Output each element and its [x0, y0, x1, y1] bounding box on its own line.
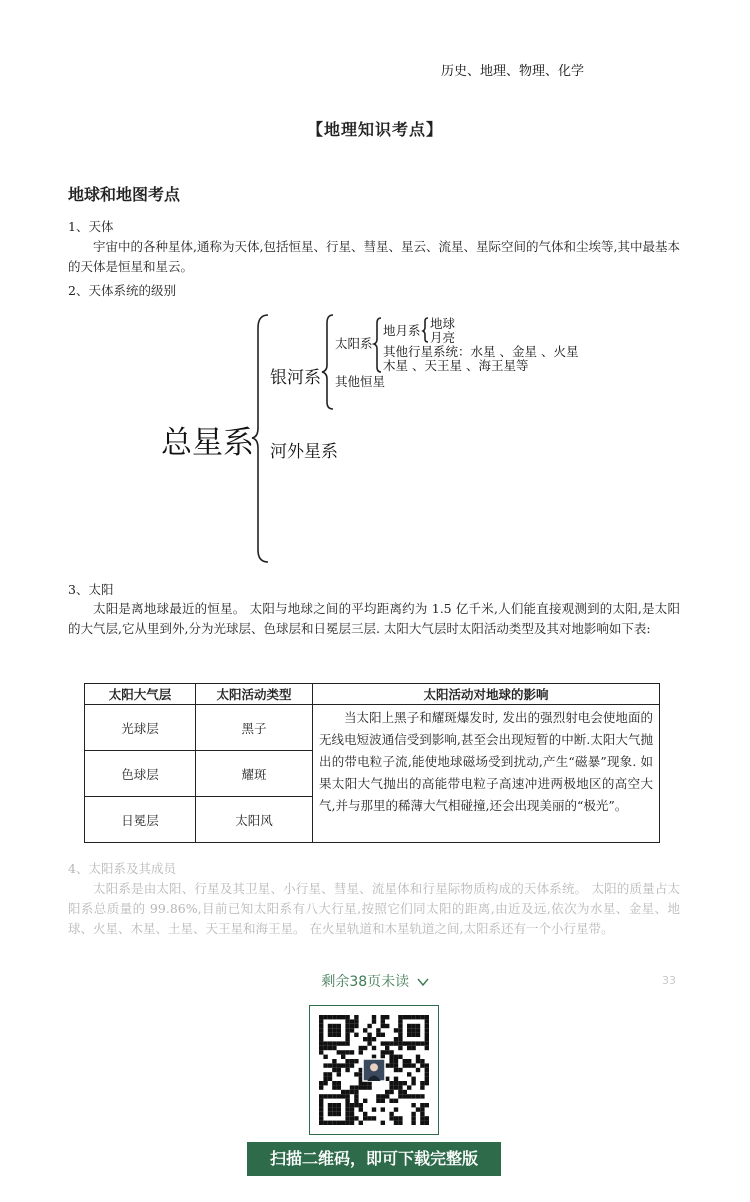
tree-extragalactic: 河外星系	[270, 442, 338, 462]
chevron-down-icon	[417, 977, 429, 987]
table-cell-layer: 日冕层	[85, 797, 196, 843]
download-banner[interactable]: 扫描二维码，即可下载完整版	[247, 1142, 501, 1176]
table-header-activity: 太阳活动类型	[196, 684, 313, 705]
table-cell-activity: 黑子	[196, 705, 313, 751]
tree-milky-way: 银河系	[270, 368, 321, 388]
doc-title: 【地理知识考点】	[306, 120, 443, 139]
tree-root: 总星系	[161, 425, 254, 461]
table-cell-layer: 光球层	[85, 705, 196, 751]
tree-other-stars: 其他恒星	[335, 374, 386, 389]
table-row	[85, 705, 660, 751]
item-4-heading: 4、太阳系及其成员	[68, 861, 176, 876]
section-title: 地球和地图考点	[68, 185, 181, 204]
item-1-heading: 1、天体	[68, 219, 114, 234]
tree-solar-system: 太阳系	[335, 336, 373, 351]
item-3-text: 太阳是离地球最近的恒星。 太阳与地球之间的平均距离约为 1.5 亿千米,人们能直接观测到的太阳,是太阳的大气层,它从里到外,分为光球层、色球层和日冕层三层. 太阳大气层时太阳活动类型及其对地影响如下表:	[68, 601, 680, 636]
tree-earth: 地球	[430, 316, 456, 331]
read-more-label: 剩余38页未读	[321, 974, 410, 990]
header-subjects: 历史、地理、物理、化学	[441, 64, 585, 79]
item-1-text: 宇宙中的各种星体,通称为天体,包括恒星、行星、彗星、星云、流星、星际空间的气体和尘埃等,其中最基本的天体是恒星和星云。	[68, 239, 680, 274]
sun-activity-table	[84, 683, 660, 843]
read-more-link[interactable]	[0, 971, 750, 991]
tree-earth-moon: 地月系	[383, 323, 421, 338]
table-header-impact: 太阳活动对地球的影响	[313, 684, 660, 705]
tree-other-planets-1: 其他行星系统：水星 、金星 、火星	[383, 344, 579, 359]
table-cell-layer: 色球层	[85, 751, 196, 797]
qr-code-icon	[310, 1006, 438, 1134]
table-cell-impact: 当太阳上黑子和耀斑爆发时, 发出的强烈射电会使地面的无线电短波通信受到影响,甚至会出现短暂的中断.太阳大气抛出的带电粒子流,能使地球磁场受到扰动,产生“磁暴”现象. 如果太阳大气抛出的高能带电粒子高速冲进两极地区的高空大气,并与那里的稀薄大气相碰撞,还会出现美丽的“极光”。	[313, 705, 660, 843]
tree-other-planets-2: 木星 、天王星 、海王星等	[383, 358, 529, 373]
table-cell-activity: 耀斑	[196, 751, 313, 797]
item-3-heading: 3、太阳	[68, 582, 114, 597]
item-4-text: 太阳系是由太阳、行星及其卫星、小行星、彗星、流星体和行星际物质构成的天体系统。 太阳的质量占太阳系总质量的 99.86%,目前已知太阳系有八大行星,按照它们同太阳的距离,由近及远,依次为水星、金星、地球、火星、木星、土星、天王星和海王星。 在火星轨道和木星轨道之间,太阳系还有一个小行星带。	[68, 881, 680, 936]
table-cell-activity: 太阳风	[196, 797, 313, 843]
page-number: 33	[662, 974, 676, 987]
qr-code	[309, 1005, 439, 1135]
tree-moon: 月亮	[430, 330, 456, 345]
table-header-layer: 太阳大气层	[85, 684, 196, 705]
item-2-heading: 2、天体系统的级别	[68, 283, 176, 298]
